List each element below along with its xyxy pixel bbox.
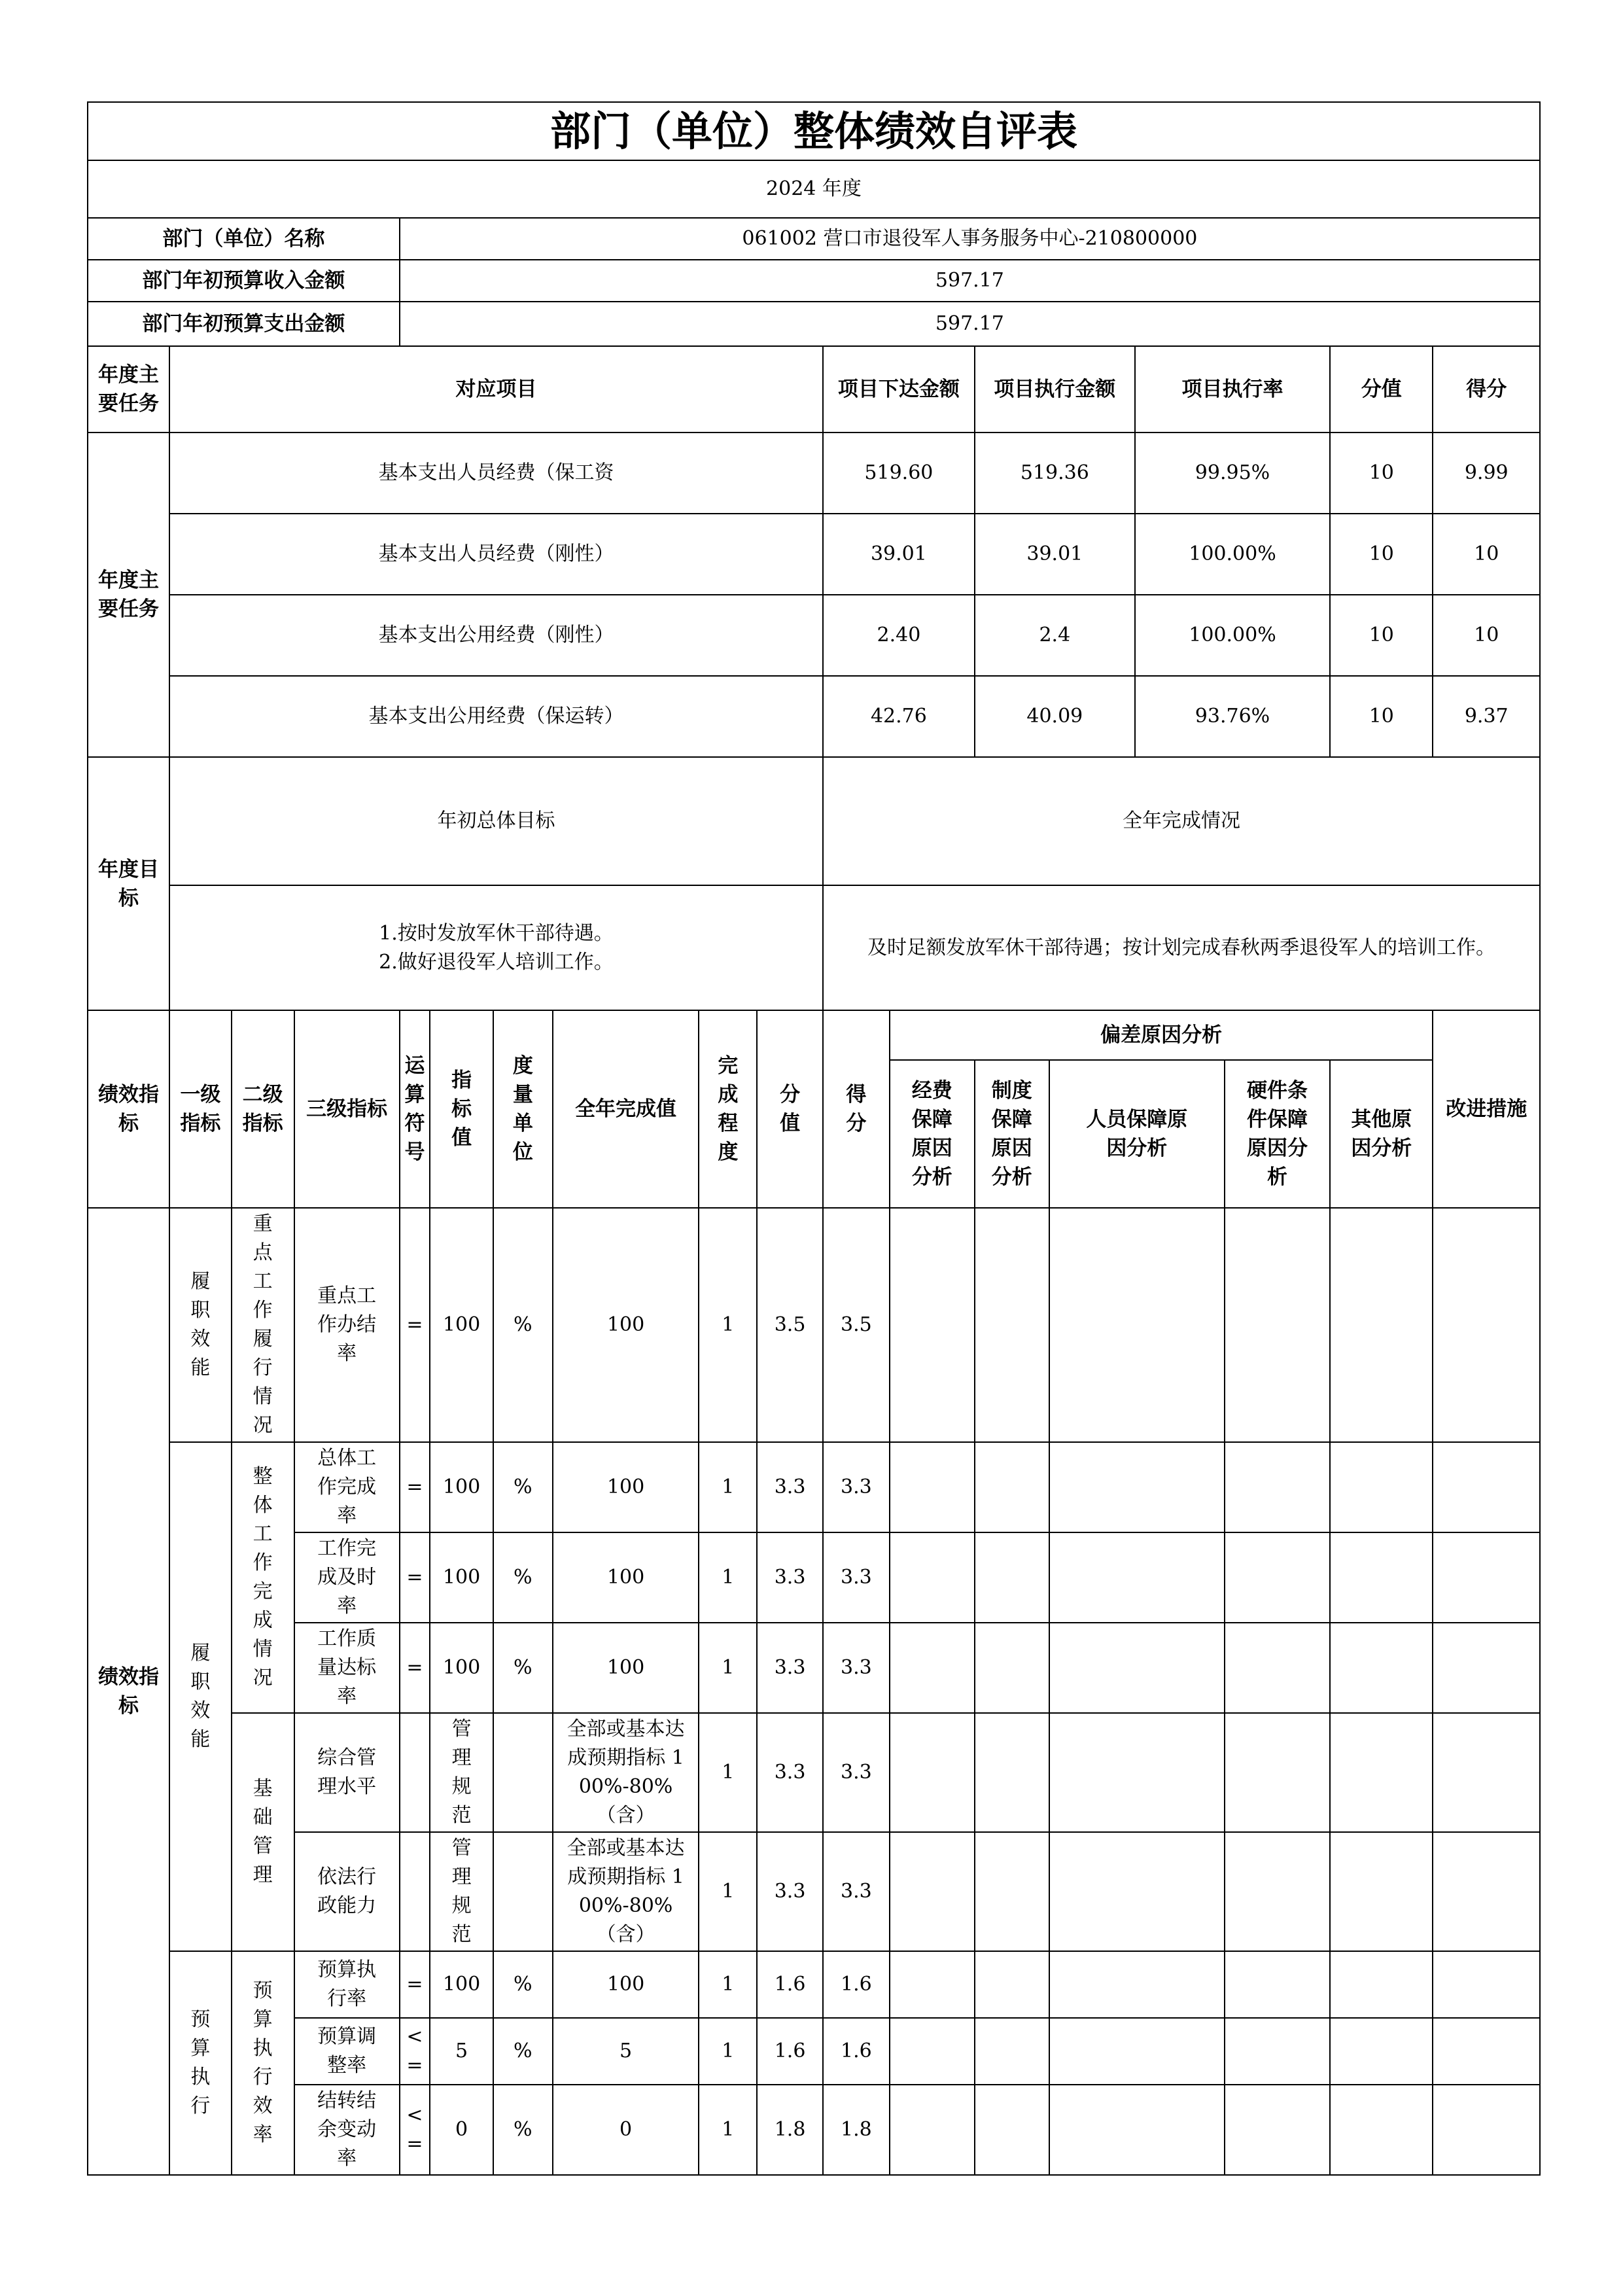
level3-cell: 结转结余变动率 [294, 2085, 400, 2175]
target-cell: 管理规范 [430, 1832, 493, 1951]
dev-other-cell [1330, 1532, 1433, 1623]
task-score: 10 [1433, 514, 1540, 595]
level3-cell: 综合管理水平 [294, 1713, 400, 1832]
task-score: 9.37 [1433, 676, 1540, 757]
unit-cell: % [493, 1442, 553, 1532]
level3-header: 三级指标 [294, 1010, 400, 1208]
goals-completion-text: 及时足额发放军休干部待遇；按计划完成春秋两季退役军人的培训工作。 [823, 885, 1540, 1010]
dev-staff-cell [1049, 2018, 1225, 2085]
dev-funding-cell [890, 2018, 975, 2085]
expense-value: 597.17 [400, 302, 1540, 346]
dev-system-cell [975, 2085, 1049, 2175]
improvement-cell [1433, 1623, 1540, 1713]
level1-cell: 预算执行 [169, 1951, 232, 2175]
improvement-cell [1433, 1832, 1540, 1951]
task-row [88, 676, 1540, 757]
degree-cell: 1 [699, 1713, 757, 1832]
task-issued: 39.01 [823, 514, 975, 595]
operator-cell: = [400, 1442, 430, 1532]
dev-hardware-header: 硬件条件保障原因分析 [1225, 1060, 1330, 1208]
dev-funding-cell [890, 2085, 975, 2175]
degree-cell: 1 [699, 2018, 757, 2085]
actual-cell: 0 [553, 2085, 699, 2175]
dev-system-cell [975, 1623, 1049, 1713]
dev-staff-cell [1049, 1208, 1225, 1442]
task-executed: 40.09 [975, 676, 1135, 757]
level1-cell: 履职效能 [169, 1208, 232, 1442]
goals-completion-header: 全年完成情况 [823, 757, 1540, 885]
dev-system-cell [975, 2018, 1049, 2085]
task-project: 基本支出人员经费（保工资 [169, 433, 823, 514]
dev-system-cell [975, 1532, 1049, 1623]
score-cell: 3.3 [823, 1442, 890, 1532]
target-header: 指标值 [430, 1010, 493, 1208]
indicator-row [88, 1532, 1540, 1623]
task-executed: 39.01 [975, 514, 1135, 595]
task-rate: 100.00% [1135, 514, 1330, 595]
score-cell: 3.3 [823, 1713, 890, 1832]
level1-header: 一级指标 [169, 1010, 232, 1208]
unit-cell: % [493, 1951, 553, 2018]
score-value-cell: 3.5 [757, 1208, 823, 1442]
indicator-row [88, 2018, 1540, 2085]
level2-cell: 基础管理 [232, 1713, 294, 1951]
goals-initial-line: 2.做好退役军人培训工作。 [379, 950, 614, 974]
dev-hardware-cell [1225, 2018, 1330, 2085]
indicator-row [88, 1442, 1540, 1532]
operator-cell [400, 1713, 430, 1832]
unit-cell: % [493, 1208, 553, 1442]
target-cell: 5 [430, 2018, 493, 2085]
unit-cell: % [493, 2018, 553, 2085]
tasks-section-label: 年度主要任务 [88, 433, 169, 757]
operator-cell: <= [400, 2018, 430, 2085]
indicator-row [88, 2085, 1540, 2175]
tasks-section-header: 年度主要任务 [88, 346, 169, 433]
dev-other-cell [1330, 1832, 1433, 1951]
actual-cell: 5 [553, 2018, 699, 2085]
degree-cell: 1 [699, 2085, 757, 2175]
task-row [88, 433, 1540, 514]
goals-initial-header: 年初总体目标 [169, 757, 823, 885]
task-score: 10 [1433, 595, 1540, 676]
dept-name-value: 061002 营口市退役军人事务服务中心-210800000 [400, 218, 1540, 260]
income-value: 597.17 [400, 260, 1540, 302]
task-score-value: 10 [1330, 433, 1433, 514]
task-row [88, 514, 1540, 595]
score-value-cell: 3.3 [757, 1442, 823, 1532]
dev-other-cell [1330, 1442, 1433, 1532]
dev-staff-cell [1049, 2085, 1225, 2175]
dev-funding-cell [890, 1208, 975, 1442]
task-score-value: 10 [1330, 676, 1433, 757]
dev-funding-cell [890, 1951, 975, 2018]
dev-system-cell [975, 1208, 1049, 1442]
unit-header: 度量单位 [493, 1010, 553, 1208]
self-evaluation-table [87, 101, 1541, 2176]
task-project: 基本支出公用经费（刚性） [169, 595, 823, 676]
score-value-cell: 1.8 [757, 2085, 823, 2175]
dev-staff-cell [1049, 1951, 1225, 2018]
dev-system-cell [975, 1832, 1049, 1951]
task-project: 基本支出人员经费（刚性） [169, 514, 823, 595]
dev-hardware-cell [1225, 1832, 1330, 1951]
improvement-cell [1433, 1951, 1540, 2018]
indicator-row [88, 1208, 1540, 1442]
operator-cell: <= [400, 2085, 430, 2175]
goals-initial-text [169, 885, 823, 1010]
indicator-row [88, 1623, 1540, 1713]
improvement-cell [1433, 2085, 1540, 2175]
task-rate: 100.00% [1135, 595, 1330, 676]
score-cell: 3.3 [823, 1532, 890, 1623]
task-executed: 2.4 [975, 595, 1135, 676]
dev-staff-header: 人员保障原因分析 [1049, 1060, 1225, 1208]
dev-funding-cell [890, 1442, 975, 1532]
dev-hardware-cell [1225, 1208, 1330, 1442]
indicator-row [88, 1832, 1540, 1951]
degree-cell: 1 [699, 1623, 757, 1713]
actual-cell: 100 [553, 1442, 699, 1532]
dev-staff-cell [1049, 1442, 1225, 1532]
dev-other-cell [1330, 1208, 1433, 1442]
year-label: 2024 年度 [88, 160, 1540, 218]
score-cell: 1.6 [823, 2018, 890, 2085]
income-label: 部门年初预算收入金额 [88, 260, 400, 302]
operator-cell [400, 1832, 430, 1951]
task-rate: 99.95% [1135, 433, 1330, 514]
level3-cell: 工作质量达标率 [294, 1623, 400, 1713]
dev-funding-cell [890, 1832, 975, 1951]
dev-hardware-cell [1225, 1623, 1330, 1713]
score-cell: 1.6 [823, 1951, 890, 2018]
dev-other-cell [1330, 2085, 1433, 2175]
score-value-cell: 1.6 [757, 2018, 823, 2085]
dev-staff-cell [1049, 1832, 1225, 1951]
level3-cell: 预算执行率 [294, 1951, 400, 2018]
target-cell: 0 [430, 2085, 493, 2175]
score-value-cell: 1.6 [757, 1951, 823, 2018]
level1-cell: 履职效能 [169, 1442, 232, 1951]
level2-cell: 重点工作履行情况 [232, 1208, 294, 1442]
tasks-score-value-header: 分值 [1330, 346, 1433, 433]
dev-staff-cell [1049, 1713, 1225, 1832]
improvement-cell [1433, 1532, 1540, 1623]
dev-hardware-cell [1225, 1442, 1330, 1532]
task-score-value: 10 [1330, 595, 1433, 676]
goals-section-label: 年度目标 [88, 757, 169, 1010]
degree-cell: 1 [699, 1208, 757, 1442]
dev-staff-cell [1049, 1623, 1225, 1713]
task-issued: 519.60 [823, 433, 975, 514]
score-cell: 3.5 [823, 1208, 890, 1442]
degree-cell: 1 [699, 1832, 757, 1951]
dev-other-cell [1330, 1951, 1433, 2018]
degree-header: 完成程度 [699, 1010, 757, 1208]
dev-funding-cell [890, 1623, 975, 1713]
actual-cell: 100 [553, 1532, 699, 1623]
dev-other-cell [1330, 2018, 1433, 2085]
operator-cell: = [400, 1208, 430, 1442]
level3-cell: 依法行政能力 [294, 1832, 400, 1951]
tasks-project-header: 对应项目 [169, 346, 823, 433]
score-value-cell: 3.3 [757, 1532, 823, 1623]
target-cell: 100 [430, 1623, 493, 1713]
improvement-header: 改进措施 [1433, 1010, 1540, 1208]
improvement-cell [1433, 1713, 1540, 1832]
dev-system-cell [975, 1713, 1049, 1832]
actual-cell: 全部或基本达成预期指标 100%-80%（含） [553, 1713, 699, 1832]
dept-name-label: 部门（单位）名称 [88, 218, 400, 260]
dev-system-header: 制度保障原因分析 [975, 1060, 1049, 1208]
operator-cell: = [400, 1532, 430, 1623]
operator-header: 运算符号 [400, 1010, 430, 1208]
level3-cell: 预算调整率 [294, 2018, 400, 2085]
unit-cell: % [493, 2085, 553, 2175]
task-executed: 519.36 [975, 433, 1135, 514]
task-score-value: 10 [1330, 514, 1433, 595]
unit-cell: % [493, 1532, 553, 1623]
dev-hardware-cell [1225, 1532, 1330, 1623]
actual-cell: 100 [553, 1951, 699, 2018]
score-header: 得分 [823, 1010, 890, 1208]
task-score: 9.99 [1433, 433, 1540, 514]
deviation-header: 偏差原因分析 [890, 1010, 1433, 1060]
operator-cell: = [400, 1951, 430, 2018]
score-value-cell: 3.3 [757, 1832, 823, 1951]
goals-initial-line: 1.按时发放军休干部待遇。 [379, 921, 614, 945]
dev-system-cell [975, 1442, 1049, 1532]
target-cell: 100 [430, 1951, 493, 2018]
target-cell: 100 [430, 1208, 493, 1442]
task-issued: 42.76 [823, 676, 975, 757]
task-row [88, 595, 1540, 676]
dev-system-cell [975, 1951, 1049, 2018]
improvement-cell [1433, 2018, 1540, 2085]
level2-cell: 预算执行效率 [232, 1951, 294, 2175]
degree-cell: 1 [699, 1951, 757, 2018]
expense-label: 部门年初预算支出金额 [88, 302, 400, 346]
tasks-issued-header: 项目下达金额 [823, 346, 975, 433]
indicators-section-label: 绩效指标 [88, 1208, 169, 2175]
score-cell: 1.8 [823, 2085, 890, 2175]
page-title: 部门（单位）整体绩效自评表 [88, 102, 1540, 160]
level2-header: 二级指标 [232, 1010, 294, 1208]
operator-cell: = [400, 1623, 430, 1713]
dev-other-cell [1330, 1713, 1433, 1832]
dev-staff-cell [1049, 1532, 1225, 1623]
tasks-rate-header: 项目执行率 [1135, 346, 1330, 433]
score-cell: 3.3 [823, 1623, 890, 1713]
actual-cell: 100 [553, 1208, 699, 1442]
indicator-row [88, 1713, 1540, 1832]
actual-cell: 100 [553, 1623, 699, 1713]
unit-cell [493, 1832, 553, 1951]
task-issued: 2.40 [823, 595, 975, 676]
unit-cell: % [493, 1623, 553, 1713]
score-value-header: 分值 [757, 1010, 823, 1208]
degree-cell: 1 [699, 1532, 757, 1623]
score-value-cell: 3.3 [757, 1623, 823, 1713]
indicators-section-header: 绩效指标 [88, 1010, 169, 1208]
task-project: 基本支出公用经费（保运转） [169, 676, 823, 757]
dev-funding-cell [890, 1532, 975, 1623]
dev-other-header: 其他原因分析 [1330, 1060, 1433, 1208]
improvement-cell [1433, 1208, 1540, 1442]
task-rate: 93.76% [1135, 676, 1330, 757]
dev-hardware-cell [1225, 1713, 1330, 1832]
level2-cell: 整体工作完成情况 [232, 1442, 294, 1713]
dev-hardware-cell [1225, 2085, 1330, 2175]
target-cell: 100 [430, 1532, 493, 1623]
score-cell: 3.3 [823, 1832, 890, 1951]
dev-other-cell [1330, 1623, 1433, 1713]
degree-cell: 1 [699, 1442, 757, 1532]
tasks-score-header: 得分 [1433, 346, 1540, 433]
actual-header: 全年完成值 [553, 1010, 699, 1208]
level3-cell: 重点工作办结率 [294, 1208, 400, 1442]
target-cell: 100 [430, 1442, 493, 1532]
improvement-cell [1433, 1442, 1540, 1532]
level3-cell: 总体工作完成率 [294, 1442, 400, 1532]
target-cell: 管理规范 [430, 1713, 493, 1832]
dev-funding-cell [890, 1713, 975, 1832]
level3-cell: 工作完成及时率 [294, 1532, 400, 1623]
indicator-row [88, 1951, 1540, 2018]
actual-cell: 全部或基本达成预期指标 100%-80%（含） [553, 1832, 699, 1951]
score-value-cell: 3.3 [757, 1713, 823, 1832]
dev-funding-header: 经费保障原因分析 [890, 1060, 975, 1208]
dev-hardware-cell [1225, 1951, 1330, 2018]
unit-cell [493, 1713, 553, 1832]
tasks-executed-header: 项目执行金额 [975, 346, 1135, 433]
